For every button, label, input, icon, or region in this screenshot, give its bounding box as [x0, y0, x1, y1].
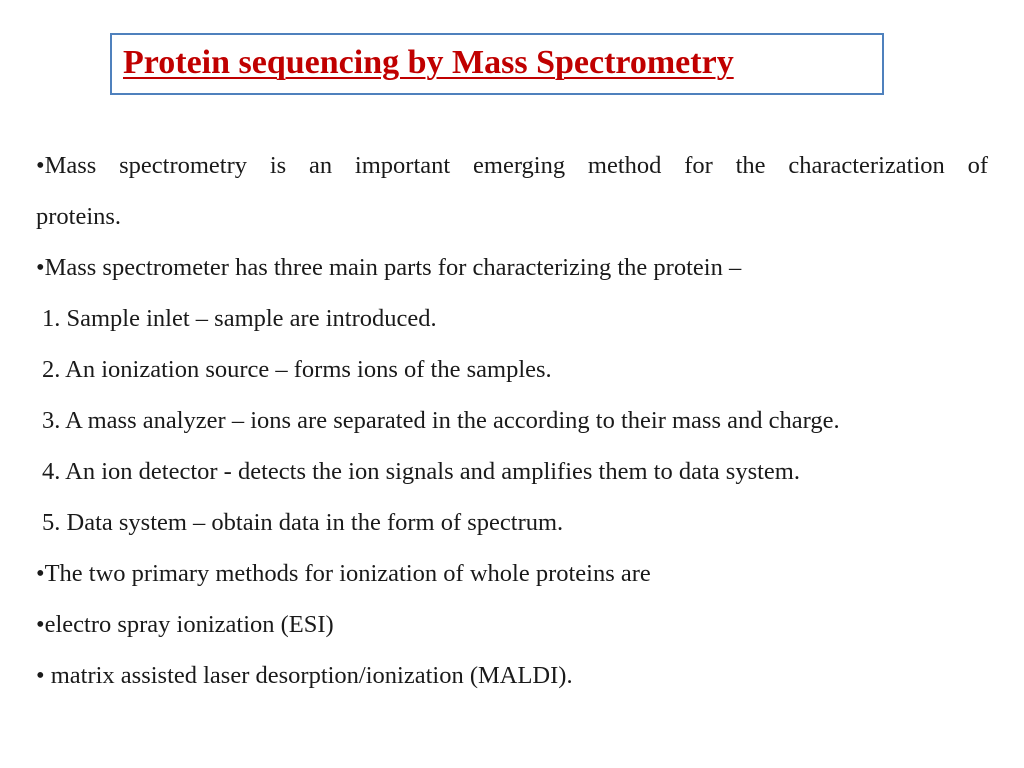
slide-title: Protein sequencing by Mass Spectrometry [123, 44, 734, 81]
numbered-item: 2. An ionization source – forms ions of the samples. [42, 356, 552, 383]
slide-body [36, 140, 988, 701]
bullet-line: •Mass spectrometer has three main parts for characterizing the protein – [36, 254, 742, 281]
bullet-continuation: proteins. [36, 203, 122, 230]
numbered-item: 3. A mass analyzer – ions are separated in the according to their mass and charge. [42, 407, 840, 434]
title-box [110, 33, 884, 95]
bullet-line: •electro spray ionization (ESI) [36, 611, 334, 638]
bullet-line: •Mass spectrometry is an important emerging method for the characterization of [36, 152, 988, 179]
numbered-item: 1. Sample inlet – sample are introduced. [42, 305, 437, 332]
numbered-item: 5. Data system – obtain data in the form of spectrum. [42, 509, 564, 536]
numbered-item: 4. An ion detector - detects the ion signals and amplifies them to data system. [42, 458, 800, 485]
bullet-line: • matrix assisted laser desorption/ionization (MALDI). [36, 662, 573, 689]
bullet-line: •The two primary methods for ionization of whole proteins are [36, 560, 651, 587]
